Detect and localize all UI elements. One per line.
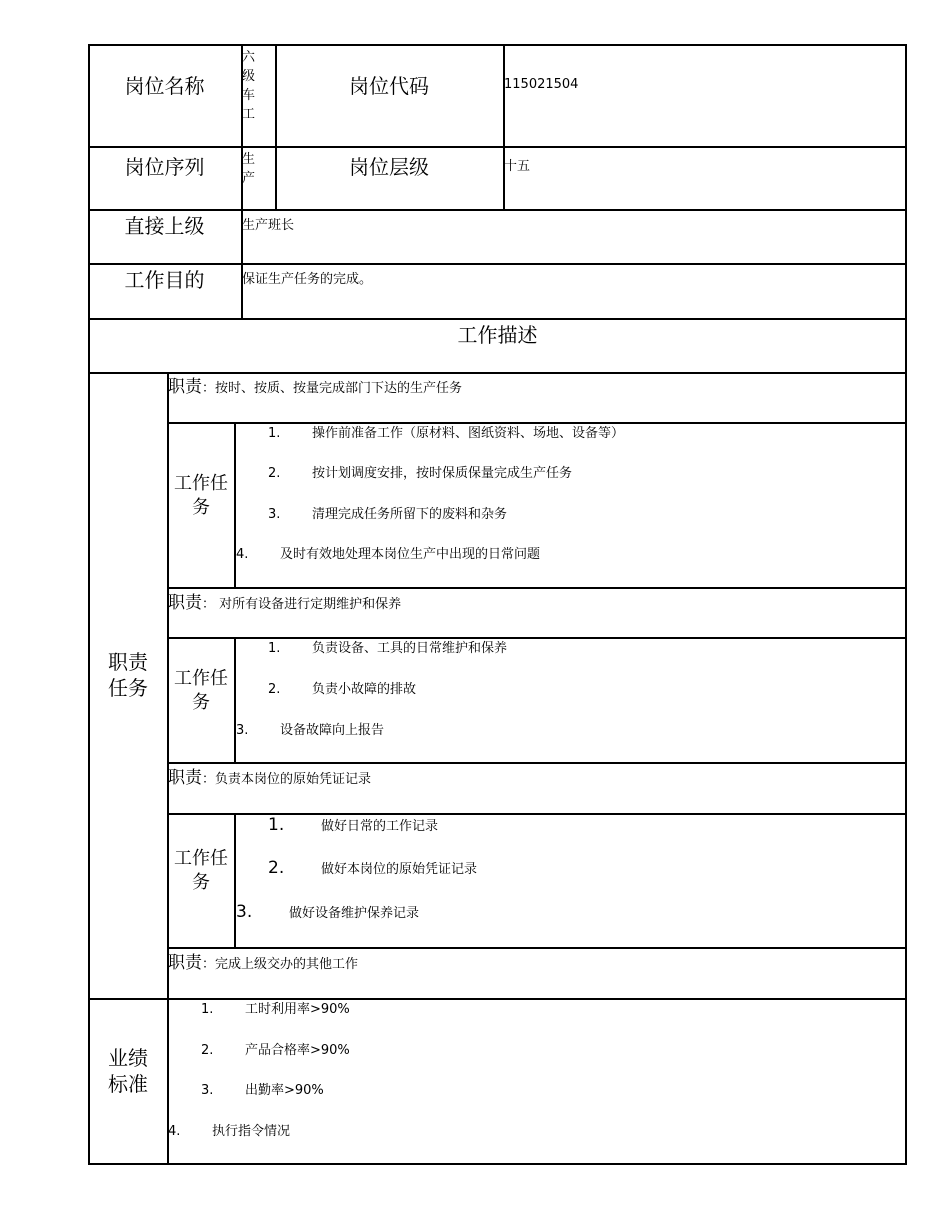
task-num: 1. bbox=[268, 815, 285, 835]
task-item bbox=[268, 465, 572, 483]
col-divider bbox=[234, 637, 236, 763]
task-text: 做好本岗位的原始凭证记录 bbox=[321, 862, 478, 877]
task-text: 负责小故障的排故 bbox=[312, 682, 417, 697]
duties-label bbox=[88, 649, 168, 701]
task-item bbox=[236, 546, 540, 564]
purpose-value: 保证生产任务的完成。 bbox=[242, 272, 373, 287]
post-level-value: 十五 bbox=[504, 159, 531, 174]
task-item bbox=[268, 506, 507, 524]
performance-text: 产品合格率>90% bbox=[245, 1043, 350, 1058]
task-item bbox=[268, 425, 624, 443]
post-series-value: 生产 bbox=[242, 152, 256, 186]
row-divider bbox=[88, 209, 907, 211]
task-item bbox=[268, 640, 507, 658]
duty-text: ： 对所有设备进行定期维护和保养 bbox=[202, 597, 402, 612]
performance-text: 出勤率>90% bbox=[245, 1083, 324, 1098]
performance-text: 执行指令情况 bbox=[212, 1124, 291, 1139]
row-divider bbox=[167, 422, 907, 424]
performance-item bbox=[201, 1082, 324, 1100]
post-series-label: 岗位序列 bbox=[124, 155, 205, 179]
row-divider bbox=[88, 318, 907, 320]
task-num: 1. bbox=[268, 641, 281, 656]
task-label-text: 工作任务 bbox=[174, 473, 228, 518]
task-text: 及时有效地处理本岗位生产中出现的日常问题 bbox=[280, 547, 541, 562]
task-text: 清理完成任务所留下的废料和杂务 bbox=[312, 507, 508, 522]
performance-item bbox=[168, 1123, 290, 1141]
post-name-label: 岗位名称 bbox=[124, 74, 205, 98]
duty-title bbox=[168, 953, 358, 975]
row-divider bbox=[167, 947, 907, 949]
performance-item bbox=[201, 1001, 350, 1019]
row-divider bbox=[88, 146, 907, 148]
performance-item bbox=[201, 1042, 350, 1060]
task-text: 设备故障向上报告 bbox=[280, 723, 385, 738]
post-level-label: 岗位层级 bbox=[349, 155, 429, 179]
performance-label bbox=[88, 1045, 168, 1097]
post-code-value: 115021504 bbox=[504, 77, 579, 92]
row-divider bbox=[167, 587, 907, 589]
task-label-text: 工作任务 bbox=[174, 848, 228, 893]
task-num: 2. bbox=[268, 682, 281, 697]
performance-num: 4. bbox=[168, 1124, 181, 1139]
task-label bbox=[168, 847, 234, 895]
task-text: 操作前准备工作（原材料、图纸资料、场地、设备等） bbox=[312, 426, 625, 441]
task-item bbox=[236, 722, 384, 740]
task-text: 做好日常的工作记录 bbox=[321, 819, 439, 834]
task-num: 3. bbox=[236, 723, 249, 738]
task-label-text: 工作任务 bbox=[174, 668, 228, 713]
duty-prefix: 职责 bbox=[168, 953, 202, 973]
task-item bbox=[236, 903, 419, 923]
table-border-top bbox=[88, 44, 907, 46]
supervisor-label: 直接上级 bbox=[124, 214, 205, 238]
duty-prefix: 职责 bbox=[168, 377, 202, 397]
col-divider bbox=[503, 44, 505, 210]
table-border-bottom bbox=[88, 1163, 907, 1165]
row-divider bbox=[167, 637, 907, 639]
task-num: 3. bbox=[268, 507, 281, 522]
table-border-left bbox=[88, 44, 90, 1165]
col-divider bbox=[234, 813, 236, 948]
task-text: 按计划调度安排，按时保质保量完成生产任务 bbox=[312, 466, 573, 481]
performance-label-text: 业绩标准 bbox=[108, 1046, 148, 1096]
row-divider bbox=[88, 372, 907, 374]
description-title: 工作描述 bbox=[457, 323, 538, 347]
task-num: 3. bbox=[236, 902, 253, 922]
duties-label-text: 职责任务 bbox=[108, 650, 148, 700]
col-divider bbox=[275, 44, 277, 210]
task-num: 2. bbox=[268, 466, 281, 481]
task-text: 做好设备维护保养记录 bbox=[289, 906, 420, 921]
row-divider bbox=[167, 762, 907, 764]
duty-title bbox=[168, 593, 401, 615]
performance-text: 工时利用率>90% bbox=[245, 1002, 350, 1017]
purpose-label: 工作目的 bbox=[124, 268, 205, 292]
task-label bbox=[168, 667, 234, 715]
task-text: 负责设备、工具的日常维护和保养 bbox=[312, 641, 508, 656]
task-item bbox=[268, 859, 477, 879]
post-code-label: 岗位代码 bbox=[349, 74, 429, 98]
performance-num: 3. bbox=[201, 1083, 214, 1098]
task-label bbox=[168, 472, 234, 520]
duty-prefix: 职责 bbox=[168, 593, 202, 613]
task-item bbox=[268, 816, 438, 836]
supervisor-value: 生产班长 bbox=[242, 218, 295, 233]
performance-num: 1. bbox=[201, 1002, 214, 1017]
row-divider bbox=[88, 998, 907, 1000]
duty-title bbox=[168, 377, 462, 399]
row-divider bbox=[88, 263, 907, 265]
duty-text: ：按时、按质、按量完成部门下达的生产任务 bbox=[202, 381, 463, 396]
table-border-right bbox=[905, 44, 907, 1165]
task-num: 2. bbox=[268, 858, 285, 878]
task-num: 4. bbox=[236, 547, 249, 562]
task-num: 1. bbox=[268, 426, 281, 441]
duty-text: ：负责本岗位的原始凭证记录 bbox=[202, 772, 372, 787]
performance-num: 2. bbox=[201, 1043, 214, 1058]
duty-title bbox=[168, 768, 371, 790]
task-item bbox=[268, 681, 416, 699]
duty-text: ：完成上级交办的其他工作 bbox=[202, 957, 359, 972]
post-name-value: 六级车工 bbox=[242, 50, 256, 122]
duty-prefix: 职责 bbox=[168, 768, 202, 788]
